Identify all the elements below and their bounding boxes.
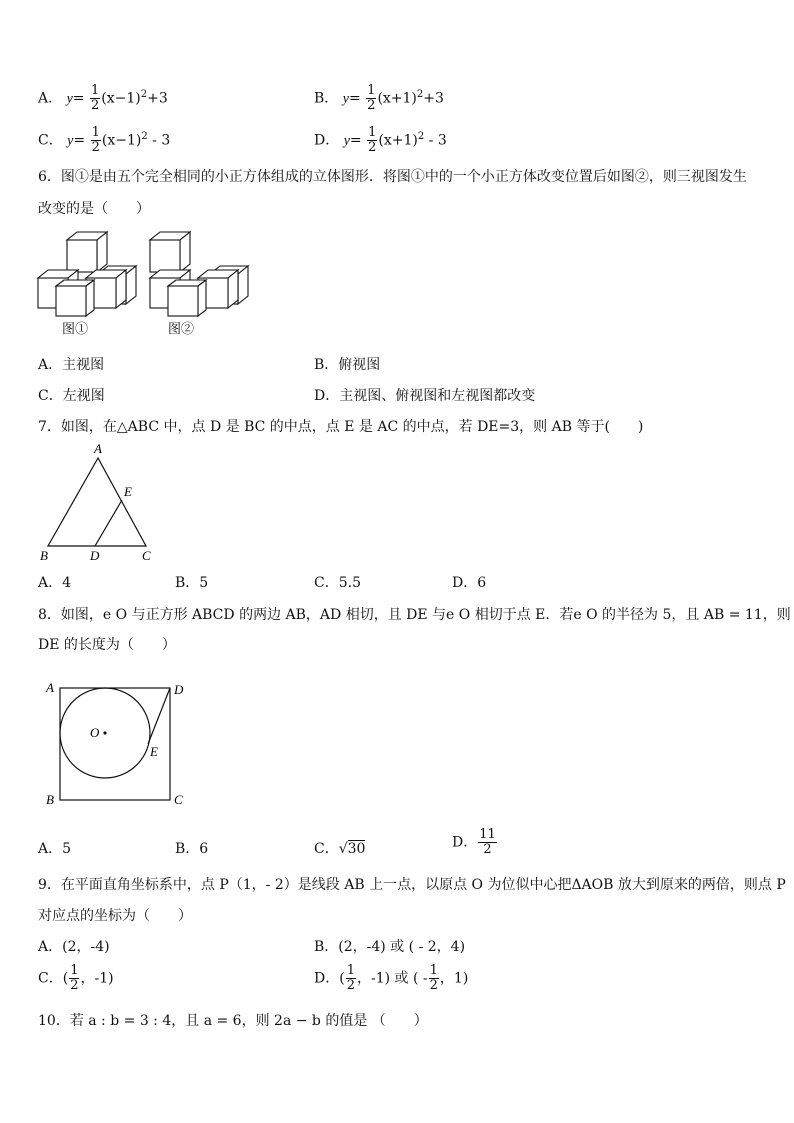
segment-de (148, 688, 170, 744)
q9-stem-line2: 对应点的坐标为（ ） (38, 908, 192, 924)
equals: = (349, 132, 362, 149)
label-d: D (90, 548, 100, 563)
q7-option-c: C．5.5 (314, 575, 361, 591)
coord-rest: ，1) (439, 970, 469, 987)
option-label: C．( (38, 970, 69, 987)
option-label: C． (314, 841, 339, 857)
q6-option-b: B．俯视图 (314, 357, 381, 373)
q8-stem-line1: 8．如图，e O 与正方形 ABCD 的两边 AB，AD 相切，且 DE 与e O 相切于点 E．若e O 的半径为 5，且 AB = 11，则 (38, 607, 791, 623)
q8-stem-line2: DE 的长度为（ ） (38, 637, 176, 653)
q8-option-d (452, 828, 498, 857)
segment-de (95, 500, 122, 546)
q10-stem: 10．若 a : b = 3 : 4，且 a = 6，则 2a − b 的值是 （ ） (38, 1013, 428, 1029)
label-b: B (46, 792, 54, 807)
option-label: C． (38, 132, 63, 149)
cube-figure-1 (38, 232, 136, 316)
q5-option-a (38, 84, 168, 113)
q7-option-a: A．4 (38, 575, 72, 591)
fraction-half: $\frac{1}{2}$ (429, 963, 438, 993)
label-e: E (124, 484, 132, 499)
label-a: A (94, 441, 102, 456)
label-o: O (90, 725, 100, 740)
term: (x+1) (378, 132, 418, 149)
q9-option-b: B．(2，-4) 或 ( - 2，4) (314, 939, 466, 955)
label-d: D (174, 682, 184, 697)
cube-figure-2 (150, 232, 248, 316)
q7-triangle-figure (36, 440, 166, 565)
q7-option-b: B．5 (175, 575, 209, 591)
term: (x−1) (101, 90, 141, 107)
q5-option-c (38, 126, 170, 155)
label-c: C (174, 792, 183, 807)
constant: - 3 (147, 132, 171, 149)
fraction-half: $\frac{1}{2}$ (368, 125, 377, 155)
option-label: D．( (314, 970, 345, 987)
exponent: 2 (141, 130, 148, 142)
q9-option-d (314, 964, 468, 993)
label-c: C (142, 548, 151, 563)
term: (x+1) (377, 90, 417, 107)
exponent: 2 (417, 130, 425, 142)
exponent: 2 (416, 88, 424, 100)
constant: - 3 (424, 132, 447, 149)
q9-stem-line1: 9．在平面直角坐标系中，点 P（1，- 2）是线段 AB 上一点，以原点 O 为位似中心把ΔAOB 放大到原来的两倍，则点 P (38, 877, 786, 893)
q5-option-d (314, 126, 447, 155)
q8-option-b: B．6 (175, 841, 209, 857)
label-b: B (40, 548, 48, 563)
label-a: A (46, 680, 54, 695)
equals: = (73, 132, 86, 149)
fraction-half: $\frac{1}{2}$ (70, 963, 79, 993)
var-y: y (342, 91, 349, 107)
q8-option-c (314, 838, 365, 858)
option-label: D． (314, 132, 340, 149)
sqrt-sign: √ (338, 841, 348, 857)
q6-stem-line2: 改变的是（ ） (38, 201, 150, 217)
q6-option-a: A．主视图 (38, 357, 105, 373)
var-y: y (67, 133, 74, 149)
fraction-half: $\frac{1}{2}$ (346, 963, 355, 993)
option-label: A． (38, 90, 63, 107)
exponent: 2 (140, 88, 148, 100)
q6-stem-line1: 6．图①是由五个完全相同的小正方体组成的立体图形．将图①中的一个小正方体改变位置后如图②，则三视图发生 (38, 169, 747, 185)
coord-mid: ，-1) 或 ( - (356, 970, 428, 987)
fraction-half: $\frac{1}{2}$ (367, 83, 376, 113)
q9-option-c (38, 964, 114, 993)
term: (x−1) (101, 132, 142, 149)
option-label: B． (314, 90, 339, 107)
var-y: y (343, 133, 350, 149)
q6-option-d: D．主视图、俯视图和左视图都改变 (314, 388, 536, 404)
triangle-abc (48, 458, 146, 546)
q5-option-b (314, 84, 444, 113)
constant: +3 (147, 90, 168, 107)
constant: +3 (423, 90, 444, 107)
fraction-11-2: $\frac{11}{2}$ (479, 827, 496, 857)
q7-stem: 7．如图，在△ABC 中，点 D 是 BC 的中点，点 E 是 AC 的中点，若 DE=3，则 AB 等于( ) (38, 419, 644, 435)
q6-fig1-caption: 图① (62, 322, 89, 337)
q8-option-a: A．5 (38, 841, 72, 857)
var-y: y (66, 91, 73, 107)
option-label: D． (452, 834, 478, 851)
radicand: 30 (347, 841, 366, 857)
equals: = (72, 90, 85, 107)
q9-option-a: A．(2，-4) (38, 939, 110, 955)
q7-option-d: D．6 (452, 575, 487, 591)
q6-option-c: C．左视图 (38, 388, 105, 404)
fraction-half: $\frac{1}{2}$ (90, 83, 100, 113)
q6-fig2-caption: 图② (168, 322, 195, 337)
q8-circle-square-figure (40, 676, 200, 808)
label-e: E (150, 744, 158, 759)
equals: = (348, 90, 361, 107)
fraction-half: $\frac{1}{2}$ (91, 125, 100, 155)
coord-rest: ，-1) (80, 970, 114, 987)
center-point (103, 731, 106, 734)
